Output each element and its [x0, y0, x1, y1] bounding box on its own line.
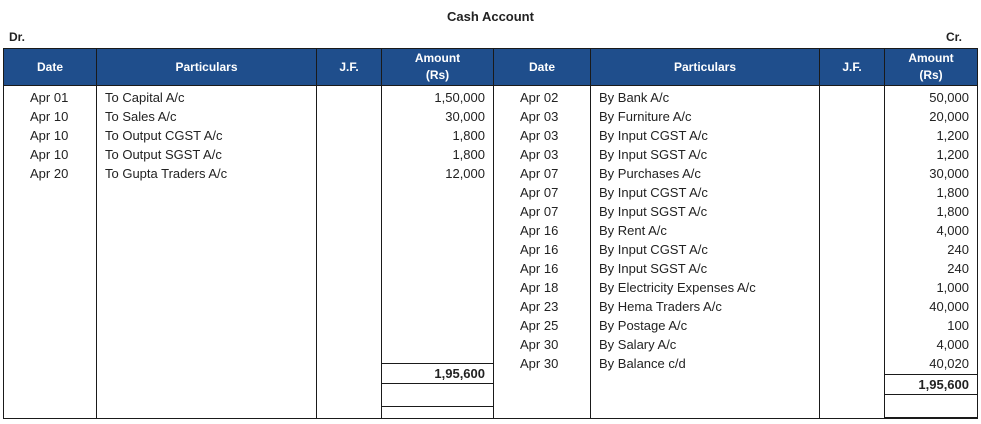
credit-particulars: By Postage A/c: [599, 318, 688, 333]
debit-date: Apr 20: [30, 166, 69, 181]
credit-amount: 4,000: [936, 337, 969, 352]
ledger-body-row: [4, 86, 978, 419]
credit-particulars: By Balance c/d: [599, 356, 686, 371]
credit-particulars: By Purchases A/c: [599, 166, 701, 181]
credit-date: Apr 16: [520, 242, 559, 257]
debit-date: Apr 10: [30, 147, 69, 162]
debit-amount: 1,50,000: [434, 90, 485, 105]
debit-total-underline: [382, 387, 493, 407]
credit-date-header: Date: [494, 49, 591, 86]
credit-date: Apr 30: [520, 356, 559, 371]
credit-particulars: By Rent A/c: [599, 223, 667, 238]
credit-amount: 100: [947, 318, 969, 333]
credit-particulars: By Bank A/c: [599, 90, 670, 105]
credit-particulars-column: [591, 86, 820, 419]
debit-particulars: To Sales A/c: [105, 109, 177, 124]
credit-particulars: By Hema Traders A/c: [599, 299, 722, 314]
debit-particulars-header: Particulars: [97, 49, 317, 86]
debit-amount: 12,000: [445, 166, 485, 181]
credit-particulars: By Input SGST A/c: [599, 204, 708, 219]
credit-date: Apr 16: [520, 261, 559, 276]
credit-particulars: By Input CGST A/c: [599, 185, 708, 200]
debit-particulars: To Output CGST A/c: [105, 128, 223, 143]
credit-amount-header: [885, 49, 978, 86]
ledger-header-row: [4, 49, 978, 86]
credit-particulars: By Furniture A/c: [599, 109, 692, 124]
debit-amount: 30,000: [445, 109, 485, 124]
credit-date: Apr 03: [520, 128, 559, 143]
credit-amount: 20,000: [929, 109, 969, 124]
debit-date-header: Date: [4, 49, 97, 86]
credit-amount: 40,020: [929, 356, 969, 371]
credit-date: Apr 07: [520, 204, 559, 219]
credit-date: Apr 03: [520, 147, 559, 162]
credit-amount: 240: [947, 242, 969, 257]
credit-amount: 1,800: [936, 204, 969, 219]
debit-amount: 1,800: [452, 128, 485, 143]
credit-date: Apr 03: [520, 109, 559, 124]
credit-amount: 30,000: [929, 166, 969, 181]
credit-particulars: By Input CGST A/c: [599, 242, 708, 257]
debit-jf-header: J.F.: [317, 49, 382, 86]
credit-amount-header-line2: (Rs): [919, 68, 943, 82]
debit-amount-header-line2: (Rs): [425, 68, 450, 82]
credit-side-label: Cr.: [946, 30, 963, 44]
debit-particulars: To Capital A/c: [105, 90, 185, 105]
credit-particulars: By Electricity Expenses A/c: [599, 280, 756, 295]
credit-amount-header-line1: Amount: [908, 51, 954, 65]
credit-date: Apr 07: [520, 185, 559, 200]
debit-jf-column: [317, 86, 382, 419]
credit-particulars: By Input CGST A/c: [599, 128, 708, 143]
debit-particulars-column: [97, 86, 317, 419]
credit-date: Apr 07: [520, 166, 559, 181]
debit-amount-column: [382, 86, 494, 419]
credit-total: 1,95,600: [885, 374, 977, 395]
credit-date: Apr 23: [520, 299, 559, 314]
credit-date: Apr 25: [520, 318, 559, 333]
credit-particulars-header: Particulars: [591, 49, 820, 86]
credit-amount: 1,200: [936, 128, 969, 143]
credit-amount: 1,800: [936, 185, 969, 200]
credit-particulars: By Salary A/c: [599, 337, 677, 352]
credit-date-column: [494, 86, 591, 419]
credit-date: Apr 30: [520, 337, 559, 352]
debit-particulars: To Output SGST A/c: [105, 147, 222, 162]
debit-date: Apr 10: [30, 128, 69, 143]
credit-jf-column: [820, 86, 885, 419]
credit-amount: 240: [947, 261, 969, 276]
debit-date-column: [4, 86, 97, 419]
debit-amount-header-line1: Amount: [414, 51, 461, 65]
debit-total: 1,95,600: [382, 363, 493, 384]
debit-amount-header: [382, 49, 494, 86]
credit-date: Apr 02: [520, 90, 559, 105]
credit-amount-column: [885, 86, 978, 419]
credit-date: Apr 16: [520, 223, 559, 238]
credit-particulars: By Input SGST A/c: [599, 261, 708, 276]
credit-date: Apr 18: [520, 280, 559, 295]
debit-date: Apr 10: [30, 109, 69, 124]
debit-date: Apr 01: [30, 90, 69, 105]
credit-amount: 1,000: [936, 280, 969, 295]
credit-amount: 1,200: [936, 147, 969, 162]
debit-particulars: To Gupta Traders A/c: [105, 166, 228, 181]
credit-jf-header: J.F.: [820, 49, 885, 86]
debit-side-label: Dr.: [9, 30, 26, 44]
page-title: Cash Account: [447, 9, 534, 24]
debit-amount: 1,800: [452, 147, 485, 162]
credit-amount: 4,000: [936, 223, 969, 238]
cash-account-ledger: [3, 48, 978, 419]
credit-particulars: By Input SGST A/c: [599, 147, 708, 162]
credit-amount: 50,000: [929, 90, 969, 105]
credit-amount: 40,000: [929, 299, 969, 314]
credit-total-underline: [885, 398, 977, 418]
